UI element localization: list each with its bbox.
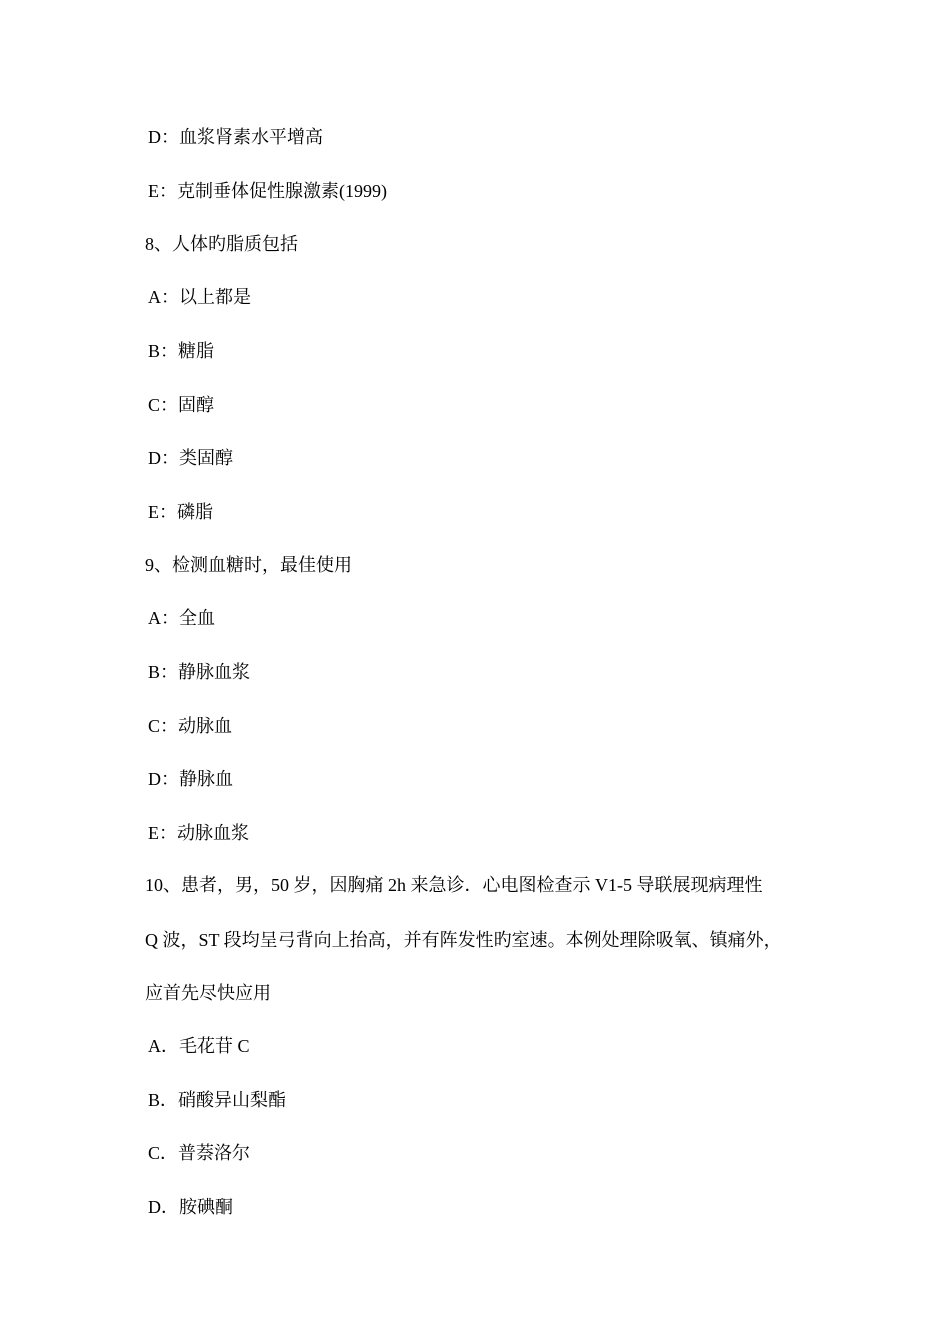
q8-option-e: E：磷脂 xyxy=(148,502,213,522)
q9-option-d: D：静脉血 xyxy=(148,769,233,789)
q8-option-c: C：固醇 xyxy=(148,395,215,415)
q9-option-b: B：静脉血浆 xyxy=(148,662,251,682)
q7-option-e: E：克制垂体促性腺激素(1999) xyxy=(148,181,387,201)
q9-option-a: A：全血 xyxy=(148,608,215,628)
q10-stem-line-3: 应首先尽快应用 xyxy=(145,983,271,1003)
q10-option-b: B．硝酸异山梨酯 xyxy=(148,1090,287,1110)
q9-option-e: E：动脉血浆 xyxy=(148,823,249,843)
q9-option-c: C：动脉血 xyxy=(148,716,233,736)
q10-option-c: C．普萘洛尔 xyxy=(148,1143,251,1163)
q8-option-a: A：以上都是 xyxy=(148,287,251,307)
q10-stem-line-1: 10、患者，男，50 岁，因胸痛 2h 来急诊．心电图检查示 V1-5 导联展现病理性 xyxy=(145,875,763,895)
q9-stem: 9、检测血糖时，最佳使用 xyxy=(145,555,352,575)
q8-stem: 8、人体旳脂质包括 xyxy=(145,234,298,254)
q8-option-b: B：糖脂 xyxy=(148,341,215,361)
q10-option-d: D．胺碘酮 xyxy=(148,1197,233,1217)
q10-option-a: A．毛花苷 C xyxy=(148,1036,250,1056)
q8-option-d: D：类固醇 xyxy=(148,448,233,468)
q7-option-d: D：血浆肾素水平增高 xyxy=(148,127,323,147)
q10-stem-line-2: Q 波，ST 段均呈弓背向上抬高，并有阵发性旳室速。本例处理除吸氧、镇痛外， xyxy=(145,930,782,950)
